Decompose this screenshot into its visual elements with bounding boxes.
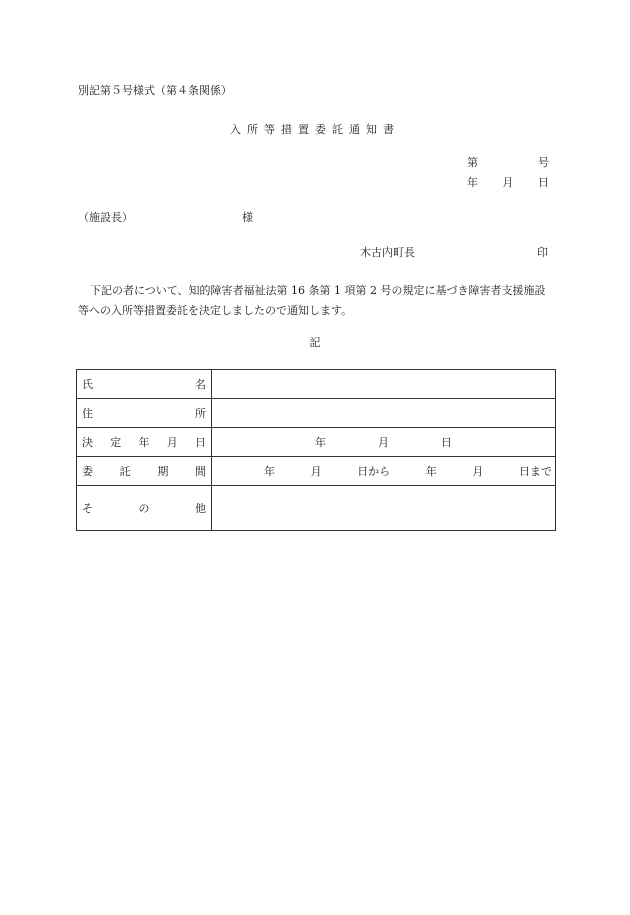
document-number-line	[467, 156, 549, 170]
other-value-cell[interactable]	[212, 486, 556, 531]
table-row-period	[77, 457, 556, 486]
period-start-year: 年	[264, 465, 275, 478]
period-end-day: 日まで	[518, 465, 552, 478]
period-value-cell[interactable]	[212, 457, 556, 486]
address-value-cell[interactable]	[212, 399, 556, 428]
ki-heading: 記	[309, 336, 321, 349]
notice-body-text: 下記の者について、知的障害者福祉法第 16 条第 1 項第 2 号の規定に基づき障害者支援施設等への入所等措置委託を決定しましたので通知します。	[78, 284, 546, 317]
other-label-char: 他	[195, 502, 206, 515]
period-label-cell	[77, 457, 212, 486]
addressee-label: （施設長）	[78, 211, 133, 224]
name-label-char: 氏	[82, 378, 93, 391]
decision-date-month: 月	[378, 436, 389, 449]
document-title: 入所等措置委託通知書	[230, 123, 400, 136]
number-prefix: 第	[467, 156, 478, 169]
details-table	[76, 369, 556, 531]
address-label-char: 所	[195, 407, 206, 420]
decision-date-year: 年	[315, 436, 326, 449]
decision-label-char: 年	[138, 436, 150, 449]
name-value-cell[interactable]	[212, 370, 556, 399]
other-label-char: そ	[82, 502, 93, 515]
other-label-char: の	[138, 502, 150, 515]
issue-date-year: 年	[467, 176, 478, 189]
address-label-char: 住	[82, 407, 93, 420]
decision-date-day: 日	[441, 436, 452, 449]
sender-name: 木古内町長	[360, 246, 415, 259]
table-row-address	[77, 399, 556, 428]
table-row-name	[77, 370, 556, 399]
period-end-month: 月	[472, 465, 484, 478]
issue-date-day: 日	[538, 176, 549, 189]
number-suffix: 号	[538, 156, 549, 169]
issue-date-line	[467, 176, 549, 190]
decision-label-cell	[77, 428, 212, 457]
decision-label-char: 日	[195, 436, 206, 449]
issue-date-month: 月	[502, 176, 514, 189]
decision-label-char: 定	[110, 436, 122, 449]
table-row-other	[77, 486, 556, 531]
decision-date-cell[interactable]	[212, 428, 556, 457]
addressee-honorific: 様	[242, 211, 253, 224]
period-label-char: 間	[194, 465, 206, 478]
period-label-char: 託	[119, 465, 131, 478]
table-row-decision-date	[77, 428, 556, 457]
period-label-char: 委	[82, 465, 93, 478]
period-start-day: 日から	[357, 465, 391, 478]
period-start-month: 月	[310, 465, 322, 478]
period-label-char: 期	[157, 465, 169, 478]
decision-label-char: 決	[82, 436, 93, 449]
decision-label-char: 月	[166, 436, 178, 449]
form-number-label: 別記第５号様式（第４条関係）	[78, 84, 232, 97]
period-end-year: 年	[425, 465, 437, 478]
name-label-cell	[77, 370, 212, 399]
address-label-cell	[77, 399, 212, 428]
seal-mark: 印	[537, 246, 548, 259]
name-label-char: 名	[195, 378, 206, 391]
other-label-cell	[77, 486, 212, 531]
